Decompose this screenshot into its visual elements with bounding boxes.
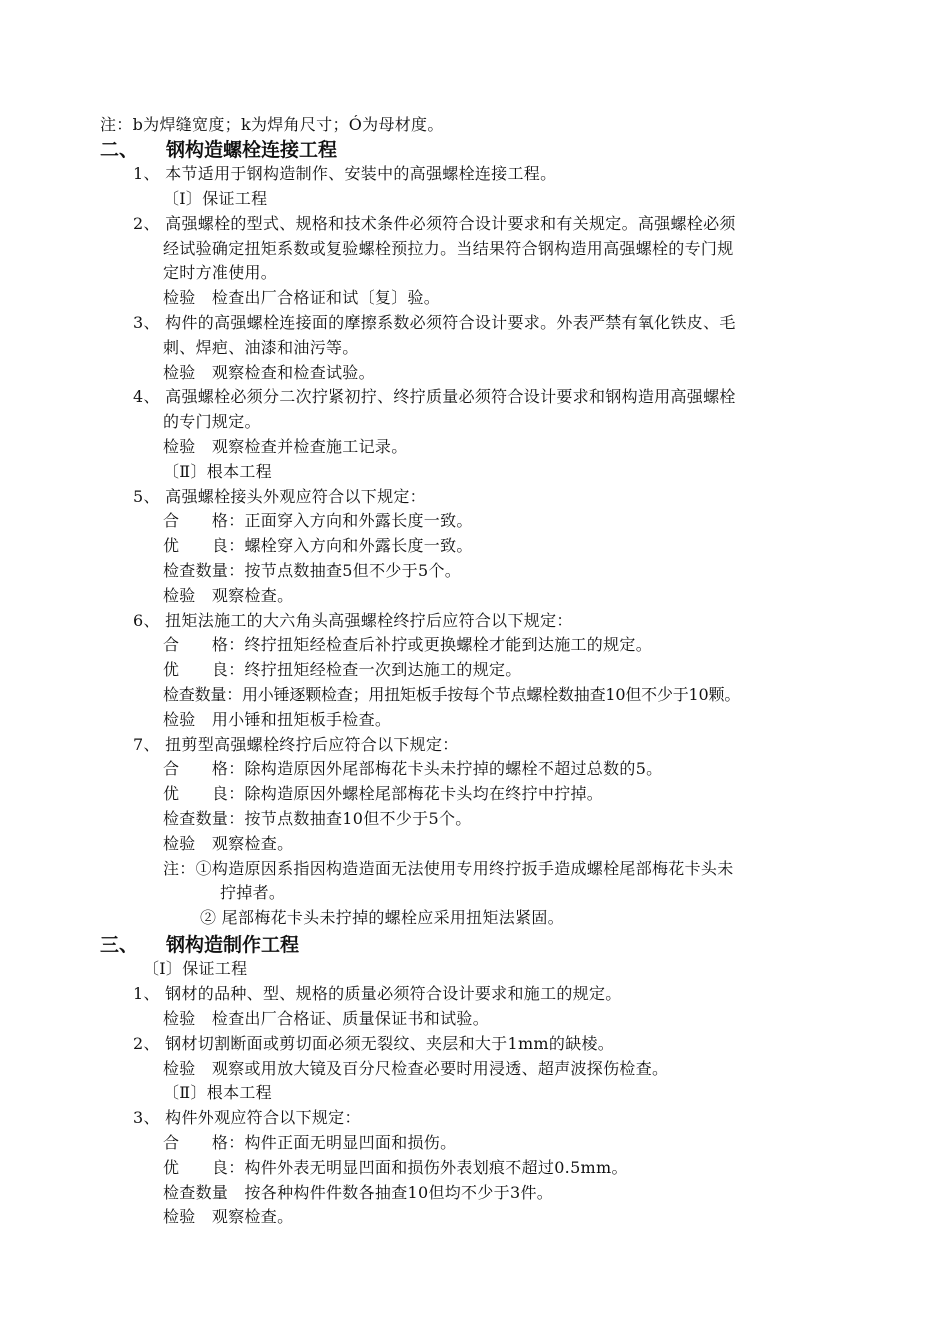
section-3-line: 检验 观察检查。 xyxy=(163,1207,294,1226)
section-2-line: 〔Ⅱ〕根本工程 xyxy=(163,462,272,481)
section-2-line: 优 良：终拧扭矩经检查一次到达施工的规定。 xyxy=(163,660,522,679)
section-2-line: 合 格：正面穿入方向和外露长度一致。 xyxy=(163,511,473,530)
section-3-line: 检查数量 按各种构件件数各抽查10但均不少于3件。 xyxy=(163,1183,554,1202)
section-2-line: 检验 观察检查和检查试验。 xyxy=(163,363,375,382)
section-2-line: 检查数量：按节点数抽查5但不少于5个。 xyxy=(163,561,462,580)
section-3-line: 〔Ⅰ〕保证工程 xyxy=(143,959,248,978)
section-2-line: 检验 检查出厂合格证和试〔复〕验。 xyxy=(163,288,441,307)
section-2-line: 拧掉者。 xyxy=(220,883,286,902)
section-2-line: 检查数量：按节点数抽查10但不少于5个。 xyxy=(163,809,472,828)
section-2-line: 优 良：除构造原因外螺栓尾部梅花卡头均在终拧中拧掉。 xyxy=(163,784,604,803)
section-2-line: 检验 观察检查。 xyxy=(163,586,294,605)
section-2-line: 1、 本节适用于钢构造制作、安装中的高强螺栓连接工程。 xyxy=(133,164,557,183)
section-3-line: 〔Ⅱ〕根本工程 xyxy=(163,1083,272,1102)
section-2-line: 6、 扭矩法施工的大六角头高强螺栓终拧后应符合以下规定： xyxy=(133,611,573,630)
section-2-line: 合 格：终拧扭矩经检查后补拧或更换螺栓才能到达施工的规定。 xyxy=(163,635,653,654)
section-2-line: 检验 用小锤和扭矩板手检查。 xyxy=(163,710,392,729)
section-3-line: 2、 钢材切割断面或剪切面必须无裂纹、夹层和大于1mm的缺棱。 xyxy=(133,1034,615,1053)
section-2-line: 7、 扭剪型高强螺栓终拧后应符合以下规定： xyxy=(133,735,459,754)
section-2-line: 合 格：除构造原因外尾部梅花卡头未拧掉的螺栓不超过总数的5。 xyxy=(163,759,663,778)
section-3-line: 3、 构件外观应符合以下规定： xyxy=(133,1108,361,1127)
section-2-heading xyxy=(100,137,337,163)
section-3-line: 1、 钢材的品种、型、规格的质量必须符合设计要求和施工的规定。 xyxy=(133,984,622,1003)
section-2-line: 经试验确定扭矩系数或复验螺栓预拉力。当结果符合钢构造用高强螺栓的专门规 xyxy=(163,239,734,258)
section-3-title: 钢构造制作工程 xyxy=(166,934,300,956)
section-2-line: 刺、焊疤、油漆和油污等。 xyxy=(163,338,359,357)
section-3-line: 优 良：构件外表无明显凹面和损伤外表划痕不超过0.5mm。 xyxy=(163,1158,628,1177)
section-2-line: 4、 高强螺栓必须分二次拧紧初拧、终拧质量必须符合设计要求和钢构造用高强螺栓 xyxy=(133,387,736,406)
section-3-heading xyxy=(100,932,299,958)
section-3-line: 检验 观察或用放大镜及百分尺检查必要时用浸透、超声波探伤检查。 xyxy=(163,1059,669,1078)
section-2-line: 检验 观察检查并检查施工记录。 xyxy=(163,437,408,456)
section-2-line: 注：①构造原因系指因构造造面无法使用专用终拧扳手造成螺栓尾部梅花卡头未 xyxy=(163,859,734,878)
section-2-line: ② 尾部梅花卡头未拧掉的螺栓应采用扭矩法紧固。 xyxy=(200,908,564,927)
section-2-line: 5、 高强螺栓接头外观应符合以下规定： xyxy=(133,487,426,506)
section-2-line: 优 良：螺栓穿入方向和外露长度一致。 xyxy=(163,536,473,555)
section-2-title: 钢构造螺栓连接工程 xyxy=(166,139,338,161)
section-2-number: 二、 xyxy=(100,139,139,161)
section-3-line: 检验 检查出厂合格证、质量保证书和试验。 xyxy=(163,1009,490,1028)
note-top: 注：b为焊缝宽度；k为焊角尺寸；Ó为母材度。 xyxy=(100,115,444,134)
section-2-line: 3、 构件的高强螺栓连接面的摩擦系数必须符合设计要求。外表严禁有氧化铁皮、毛 xyxy=(133,313,736,332)
section-3-line: 合 格：构件正面无明显凹面和损伤。 xyxy=(163,1133,457,1152)
section-2-line: 定时方准使用。 xyxy=(163,263,278,282)
section-2-line: 检查数量：用小锤逐颗检查；用扭矩板手按每个节点螺栓数抽查10但不少于10颗。 xyxy=(163,685,741,704)
section-2-line: 的专门规定。 xyxy=(163,412,261,431)
section-2-line: 〔Ⅰ〕保证工程 xyxy=(163,189,268,208)
section-2-line: 2、 高强螺栓的型式、规格和技术条件必须符合设计要求和有关规定。高强螺栓必须 xyxy=(133,214,736,233)
section-2-line: 检验 观察检查。 xyxy=(163,834,294,853)
section-3-number: 三、 xyxy=(100,934,139,956)
